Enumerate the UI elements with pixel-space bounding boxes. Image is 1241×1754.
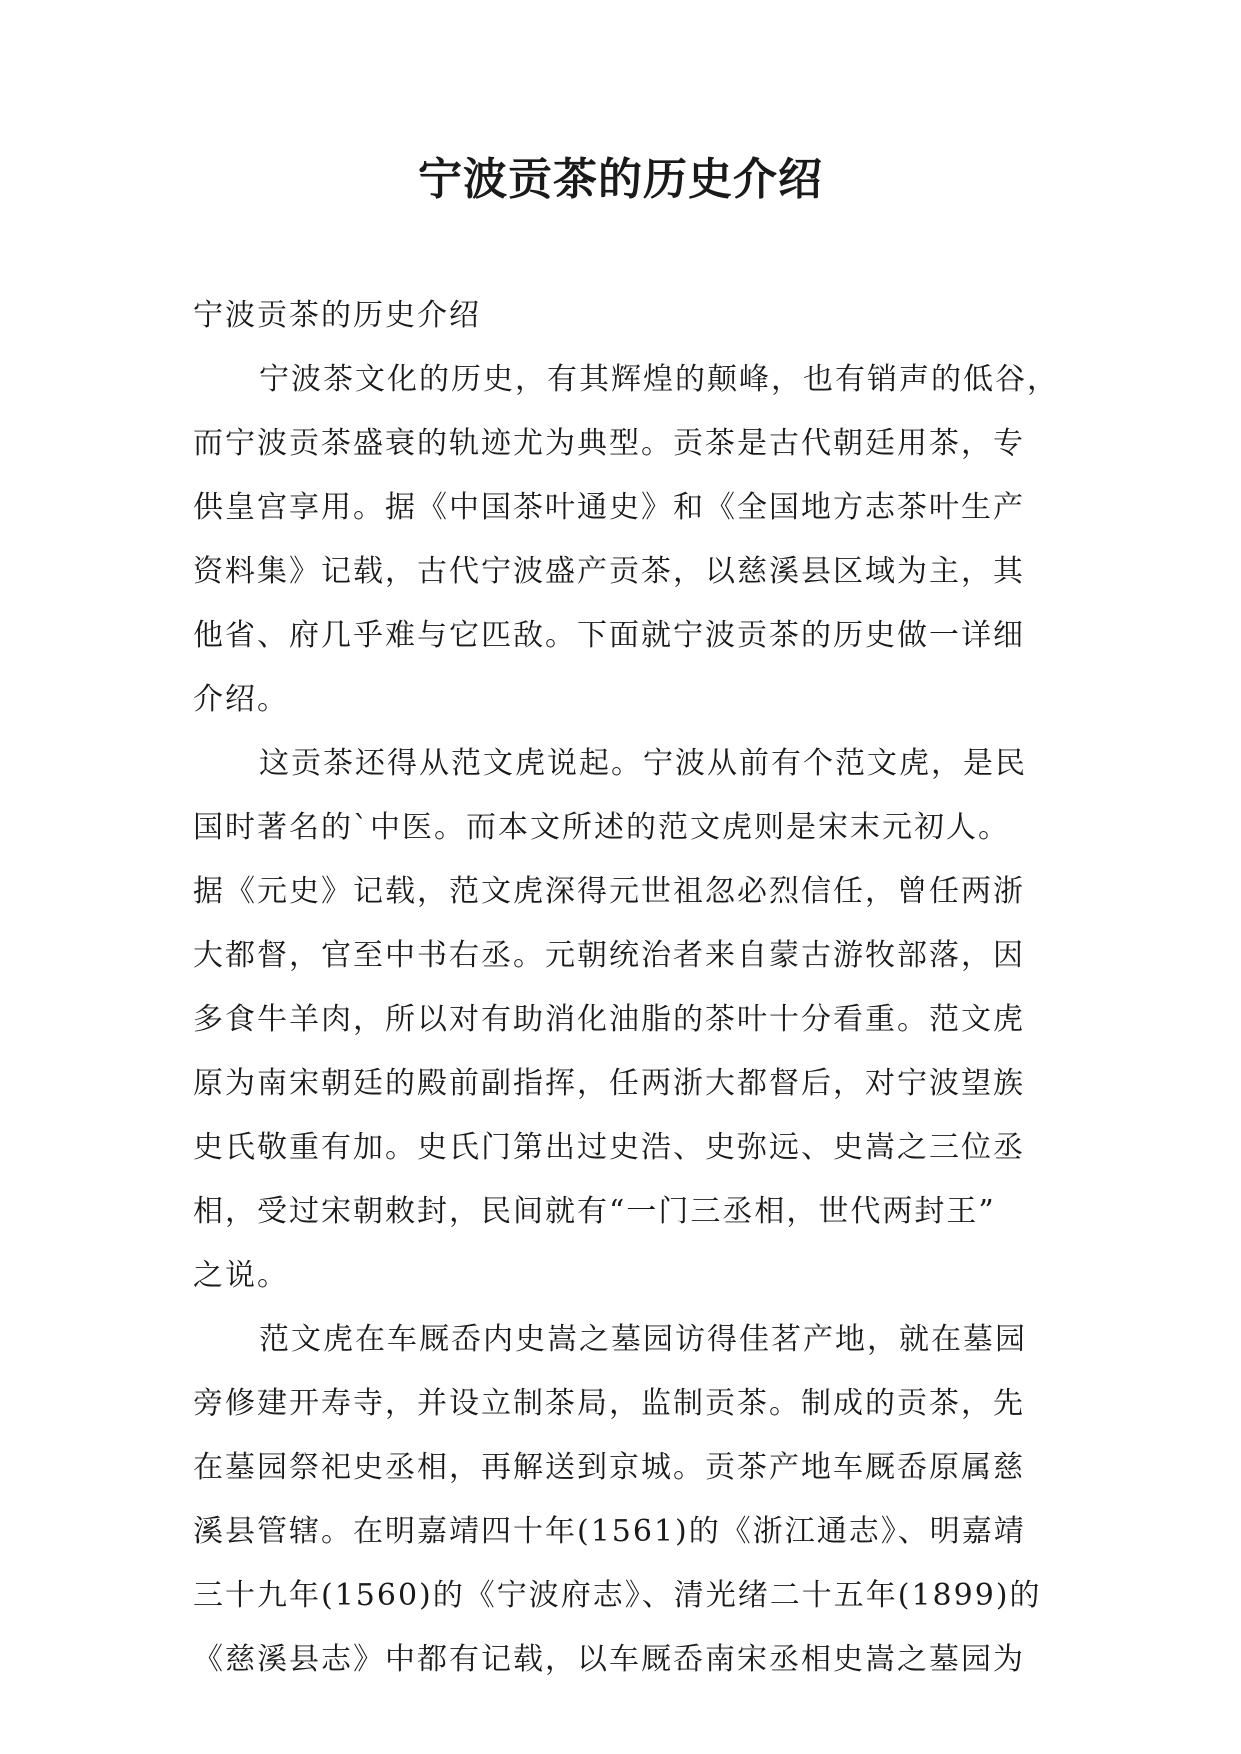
- paragraph-line: 溪县管辖。在明嘉靖四十年(1561)的《浙江通志》、明嘉靖: [193, 1514, 1026, 1549]
- paragraph-2: [193, 732, 1053, 1308]
- document-title: 宁波贡茶的历史介绍: [418, 154, 823, 205]
- paragraph-line: 原为南宋朝廷的殿前副指挥，任两浙大都督后，对宁波望族: [193, 1066, 1025, 1101]
- paragraph-line: 三十九年(1560)的《宁波府志》、清光绪二十五年(1899)的: [193, 1578, 1042, 1613]
- paragraph-line: 多食牛羊肉，所以对有助消化油脂的茶叶十分看重。范文虎: [193, 1002, 1025, 1037]
- paragraph-line: 这贡茶还得从范文虎说起。宁波从前有个范文虎，是民: [259, 746, 1027, 781]
- paragraph-line: 相，受过宋朝敕封，民间就有“一门三丞相，世代两封王”: [193, 1194, 996, 1229]
- paragraph-line: 他省、府几乎难与它匹敌。下面就宁波贡茶的历史做一详细: [193, 618, 1025, 653]
- paragraph-line: 国时著名的`中医。而本文所述的范文虎则是宋末元初人。: [193, 810, 1010, 845]
- paragraph-line: 史氏敬重有加。史氏门第出过史浩、史弥远、史嵩之三位丞: [193, 1130, 1025, 1165]
- paragraph-line: 范文虎在车厩岙内史嵩之墓园访得佳茗产地，就在墓园: [259, 1322, 1027, 1357]
- document-body: [193, 284, 1059, 1692]
- paragraph-line: 在墓园祭祀史丞相，再解送到京城。贡茶产地车厩岙原属慈: [193, 1450, 1025, 1485]
- paragraph-line: 资料集》记载，古代宁波盛产贡茶，以慈溪县区域为主，其: [193, 554, 1025, 589]
- paragraph-line: 宁波茶文化的历史，有其辉煌的颠峰，也有销声的低谷，: [259, 362, 1059, 397]
- paragraph-3: [193, 1308, 1053, 1692]
- paragraph-line: 《慈溪县志》中都有记载，以车厩岙南宋丞相史嵩之墓园为: [193, 1642, 1025, 1677]
- section-heading: 宁波贡茶的历史介绍: [193, 298, 481, 333]
- paragraph-line: 而宁波贡茶盛衰的轨迹尤为典型。贡茶是古代朝廷用茶，专: [193, 426, 1025, 461]
- paragraph-line: 大都督，官至中书右丞。元朝统治者来自蒙古游牧部落，因: [193, 938, 1025, 973]
- paragraph-line: 介绍。: [193, 682, 289, 717]
- paragraph-line: 据《元史》记载，范文虎深得元世祖忽必烈信任，曾任两浙: [193, 874, 1025, 909]
- paragraph-line: 供皇宫享用。据《中国茶叶通史》和《全国地方志茶叶生产: [193, 490, 1025, 525]
- paragraph-1: [193, 348, 1059, 732]
- paragraph-line: 之说。: [193, 1258, 289, 1293]
- paragraph-line: 旁修建开寿寺，并设立制茶局，监制贡茶。制成的贡茶，先: [193, 1386, 1025, 1421]
